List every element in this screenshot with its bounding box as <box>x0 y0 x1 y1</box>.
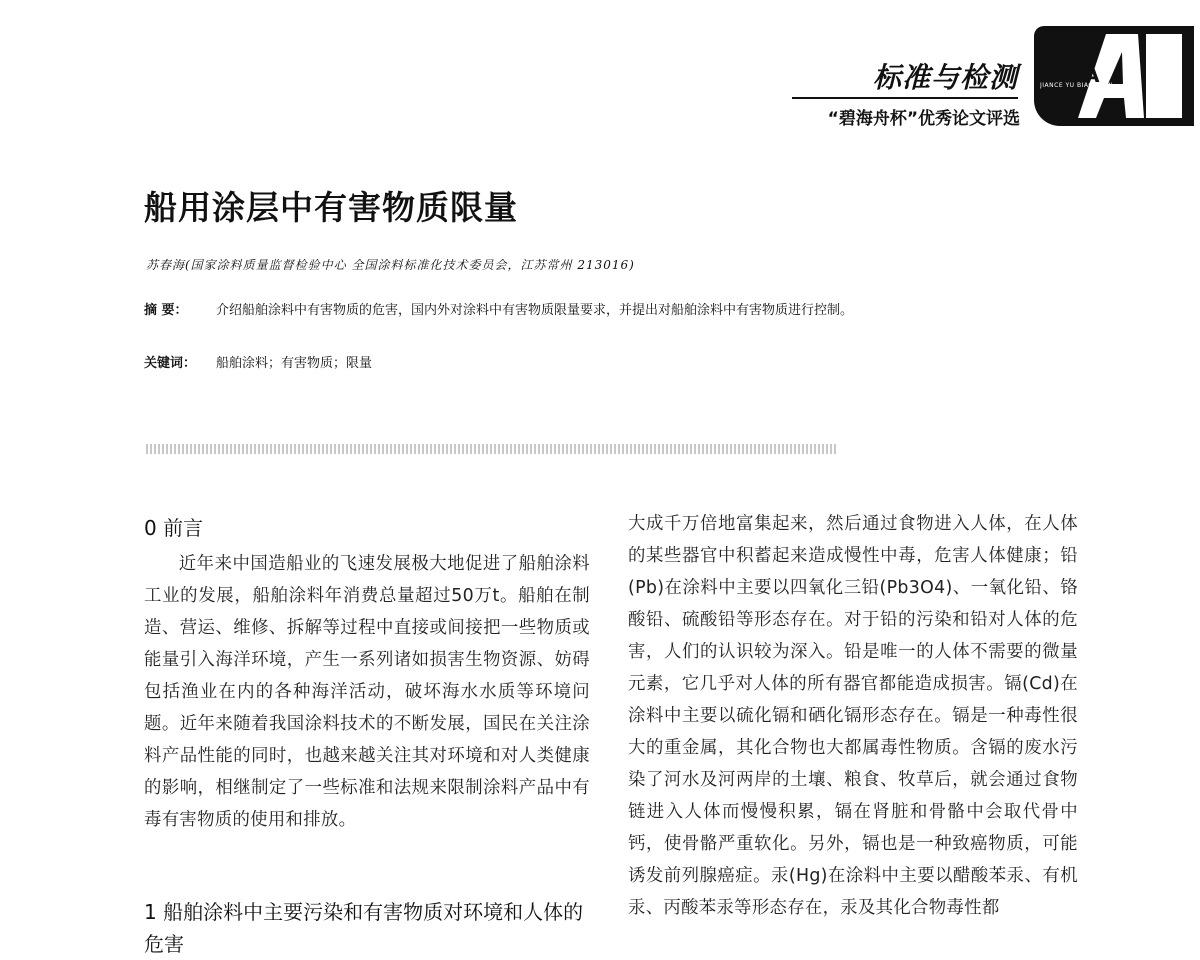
header-divider <box>792 97 1018 99</box>
keywords <box>144 355 986 373</box>
abstract-text: 介绍船舶涂料中有害物质的危害，国内外对涂料中有害物质限量要求，并提出对船舶涂料中有害物质进行控制。 <box>216 303 854 318</box>
section-0-paragraph: 近年来中国造船业的飞速发展极大地促进了船舶涂料工业的发展，船舶涂料年消费总量超过50万t。船舶在制造、营运、维修、拆解等过程中直接或间接把一些物质或能量引入海洋环境，产生一系列诸如损害生物资源、妨碍包括渔业在内的各种海洋活动，破坏海水水质等环境问题。近年来随着我国涂料技术的不断发展，国民在关注涂料产品性能的同时，也越来越关注其对环境和对人类健康的影响，相继制定了一些标准和法规来限制涂料产品中有毒有害物质的使用和排放。 <box>144 554 590 830</box>
section-subtitle: “碧海舟杯”优秀论文评选 <box>827 109 1020 129</box>
logo-small-text: JIANCE YU BIAOZHUN <box>1040 82 1114 89</box>
section-title: 标准与检测 <box>872 61 1018 94</box>
abstract <box>144 302 976 320</box>
abstract-label: 摘 要： <box>144 303 188 318</box>
journal-logo <box>1034 26 1194 126</box>
scan-artifact-line <box>146 444 836 454</box>
section-1-heading: 1 船舶涂料中主要污染和有害物质对环境和人体的危害 <box>144 900 584 956</box>
logo-letter: A <box>1084 63 1100 87</box>
logo-a-icon <box>1034 26 1194 126</box>
section-0-heading: 0 前言 <box>144 516 204 540</box>
right-column-paragraph: 大成千万倍地富集起来，然后通过食物进入人体，在人体的某些器官中积蓄起来造成慢性中毒，危害人体健康；铅(Pb)在涂料中主要以四氧化三铅(Pb3O4)、一氧化铅、铬酸铅、硫酸铅等形态存在。对于铅的污染和铅对人体的危害，人们的认识较为深入。铅是唯一的人体不需要的微量元素，它几乎对人体的所有器官都能造成损害。镉(Cd)在涂料中主要以硫化镉和硒化镉形态存在。镉是一种毒性很大的重金属，其化合物也大都属毒性物质。含镉的废水污染了河水及河两岸的土壤、粮食、牧草后，就会通过食物链进入人体而慢慢积累，镉在肾脏和骨骼中会取代骨中钙，使骨骼严重软化。另外，镉也是一种致癌物质，可能诱发前列腺癌症。汞(Hg)在涂料中主要以醋酸苯汞、有机汞、丙酸苯汞等形态存在，汞及其化合物毒性都 <box>628 514 1078 918</box>
author-line: 苏春海(国家涂料质量监督检验中心 全国涂料标准化技术委员会，江苏常州 213016) <box>146 258 635 272</box>
keywords-label: 关键词： <box>144 356 197 371</box>
keywords-text: 船舶涂料；有害物质；限量 <box>216 356 373 371</box>
article-title: 船用涂层中有害物质限量 <box>144 188 518 227</box>
